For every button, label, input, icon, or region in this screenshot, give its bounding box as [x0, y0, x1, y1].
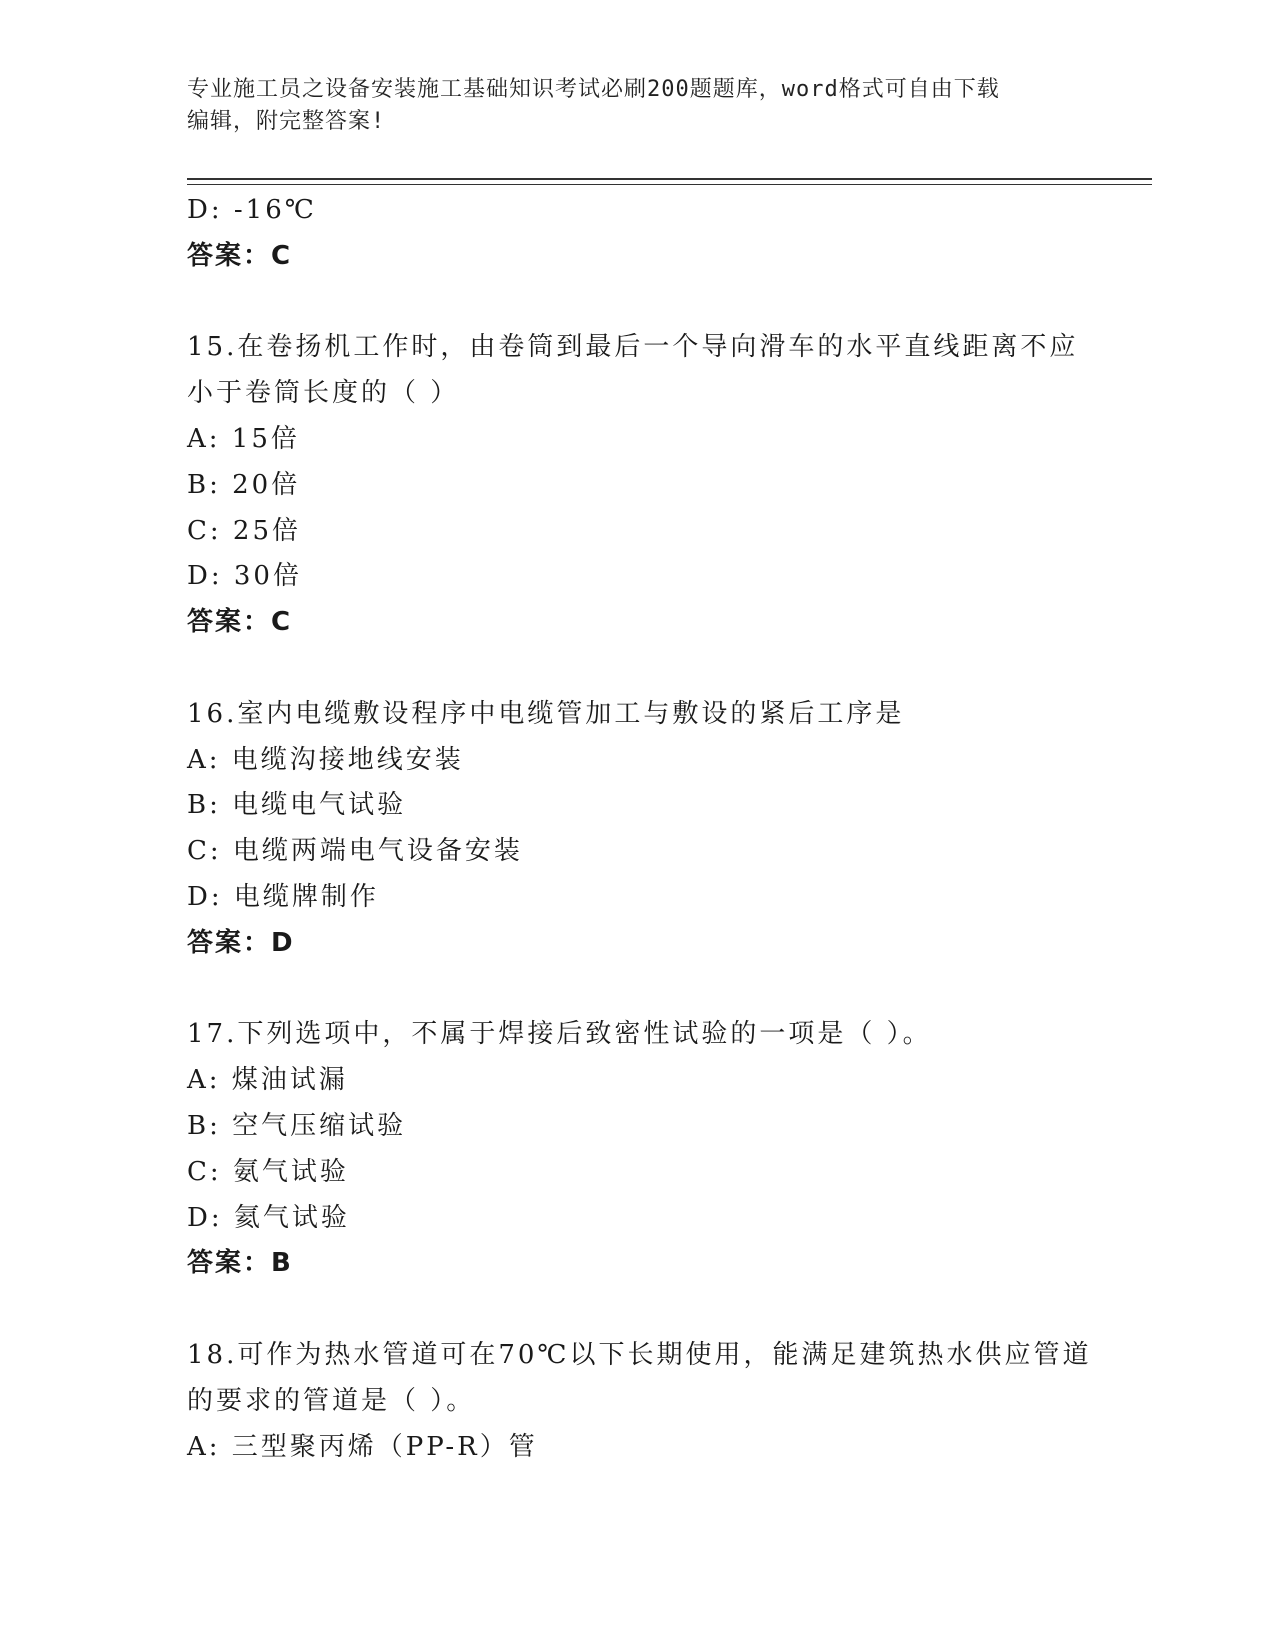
question-stem: 18.可作为热水管道可在70℃以下长期使用，能满足建筑热水供应管道 [187, 1339, 1092, 1370]
answer-line: 答案：C [187, 607, 293, 638]
question-16 [187, 692, 1087, 967]
question-stem-continued: 的要求的管道是（ ）。 [187, 1385, 476, 1416]
previous-question-tail [187, 188, 1087, 280]
document-header [187, 74, 1067, 138]
option-d: D: 氦气试验 [187, 1202, 350, 1233]
answer-line: 答案：D [187, 927, 295, 958]
question-stem-continued: 小于卷筒长度的（ ） [187, 378, 460, 409]
option-b: B: 电缆电气试验 [187, 790, 407, 821]
header-divider-thick [187, 178, 1152, 180]
header-divider-thin [187, 184, 1152, 185]
question-list [187, 188, 1092, 1470]
header-title-line-1: 专业施工员之设备安装施工基础知识考试必刷200题题库，word格式可自由下载 [187, 77, 1000, 102]
option-c: C: 氨气试验 [187, 1156, 349, 1187]
option-b: B: 空气压缩试验 [187, 1110, 407, 1141]
option-a: A: 电缆沟接地线安装 [187, 744, 464, 775]
option-d: D: 30倍 [187, 561, 302, 592]
option-d: D: 电缆牌制作 [187, 881, 379, 912]
spacer [187, 280, 1087, 326]
spacer [187, 646, 1087, 692]
option-c: C: 电缆两端电气设备安装 [187, 836, 523, 867]
question-stem: 15.在卷扬机工作时，由卷筒到最后一个导向滑车的水平直线距离不应 [187, 332, 1079, 363]
option-a: A: 15倍 [187, 423, 300, 454]
header-title-line-2: 编辑，附完整答案! [187, 109, 386, 134]
spacer [187, 1287, 1087, 1333]
option-b: B: 20倍 [187, 469, 301, 500]
answer-line: 答案：C [187, 240, 293, 271]
option-d: D: -16℃ [187, 195, 317, 225]
question-stem: 16.室内电缆敷设程序中电缆管加工与敷设的紧后工序是 [187, 698, 905, 729]
option-a: A: 煤油试漏 [187, 1065, 348, 1096]
question-17 [187, 1012, 1087, 1287]
option-a: A: 三型聚丙烯（PP-R）管 [187, 1431, 538, 1462]
spacer [187, 967, 1087, 1013]
question-18 [187, 1333, 1092, 1470]
question-stem: 17.下列选项中，不属于焊接后致密性试验的一项是（ ）。 [187, 1019, 932, 1050]
question-15 [187, 325, 1087, 646]
answer-line: 答案：B [187, 1248, 293, 1279]
option-c: C: 25倍 [187, 515, 302, 546]
